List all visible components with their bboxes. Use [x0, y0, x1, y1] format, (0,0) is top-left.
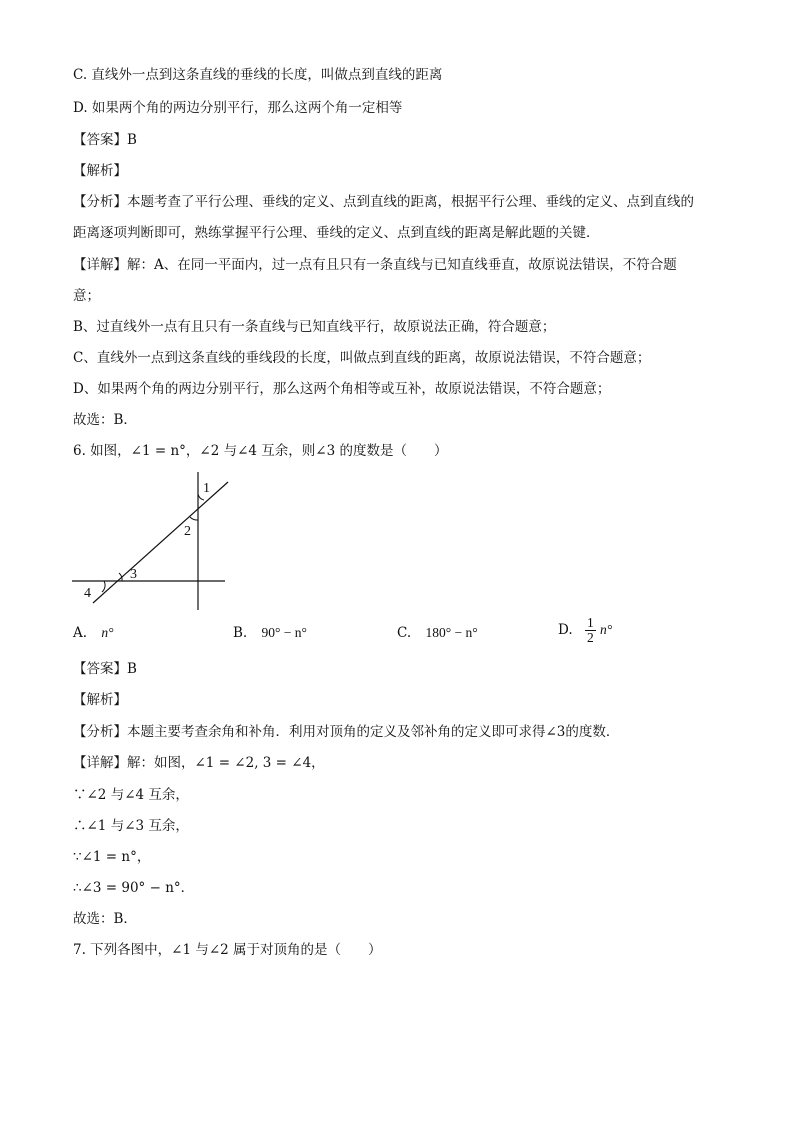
prev-analysis-line-1: 【分析】本题考查了平行公理、垂线的定义、点到直线的距离，根据平行公理、垂线的定义、点到直线的	[73, 194, 694, 210]
q6-choose: 故选：B．	[73, 911, 137, 927]
q6-detail-line-3: ∴∠1 与∠3 互余，	[73, 818, 189, 834]
q6-detail-line-1: 【详解】解：如图，∠1 = ∠2, 3 = ∠4，	[73, 755, 325, 771]
angle-label-2: 2	[184, 524, 191, 539]
prev-choose: 故选：B．	[73, 412, 137, 428]
option-d	[558, 616, 612, 645]
option-b	[233, 624, 307, 642]
angle-2-arc	[190, 517, 198, 520]
option-d-fraction	[585, 616, 596, 645]
q6-detail-line-4: ∵∠1 = n°，	[73, 849, 151, 865]
q6-detail-line-5: ∴∠3 = 90° − n°．	[73, 880, 195, 896]
angle-label-4: 4	[84, 586, 91, 601]
prev-detail-line-3: B、过直线外一点有且只有一条直线与已知直线平行，故原说法正确，符合题意；	[73, 319, 556, 335]
slanted-line	[93, 482, 228, 603]
q6-answer: 【答案】B	[73, 661, 137, 677]
option-a-letter: A.	[73, 625, 88, 641]
option-a	[73, 624, 114, 642]
option-b-expr: 90° − n°	[261, 625, 307, 640]
prev-detail-line-2: 意；	[73, 288, 100, 304]
option-d-letter: D.	[558, 622, 573, 638]
q6-detail-line-2: ∵∠2 与∠4 互余，	[73, 787, 189, 803]
option-d-numerator: 1	[586, 615, 594, 630]
q6-analysis: 【分析】本题主要考查余角和补角．利用对顶角的定义及邻补角的定义即可求得∠3的度数．	[73, 724, 620, 740]
question-6-stem: 6. 如图，∠1 = n°，∠2 与∠4 互余，则∠3 的度数是（ ）	[73, 443, 448, 459]
angle-4-arc	[102, 581, 105, 592]
option-c-expr: 180° − n°	[425, 625, 478, 640]
prev-analysis-line-2: 距离逐项判断即可，熟练掌握平行公理、垂线的定义、点到直线的距离是解此题的关键．	[73, 225, 600, 241]
prev-option-c: C. 直线外一点到这条直线的垂线的长度，叫做点到直线的距离	[73, 67, 443, 83]
question-7-stem: 7. 下列各图中，∠1 与∠2 属于对顶角的是（ ）	[73, 942, 382, 958]
option-a-expr: n°	[101, 625, 114, 640]
option-c-letter: C.	[397, 625, 412, 641]
prev-detail-line-5: D、如果两个角的两边分别平行，那么这两个角相等或互补，故原说法错误，不符合题意；	[73, 381, 611, 397]
angle-label-3: 3	[130, 567, 137, 582]
option-c	[397, 624, 478, 642]
prev-detail-line-1: 【详解】解：A、在同一平面内，过一点有且只有一条直线与已知直线垂直，故原说法错误，不符合题	[73, 257, 677, 273]
option-b-letter: B.	[233, 625, 248, 641]
option-d-expr: n°	[599, 622, 613, 637]
q6-analysis-heading: 【解析】	[73, 692, 127, 708]
prev-detail-line-4: C、直线外一点到这条直线的垂线段的长度，叫做点到直线的距离，故原说法错误，不符合题意；	[73, 350, 651, 366]
prev-analysis-heading: 【解析】	[73, 163, 127, 179]
prev-option-d: D. 如果两个角的两边分别平行，那么这两个角一定相等	[73, 100, 403, 116]
option-d-denominator: 2	[586, 630, 594, 645]
angle-label-1: 1	[203, 481, 210, 496]
question-6-figure	[60, 468, 240, 618]
prev-answer: 【答案】B	[73, 132, 137, 148]
